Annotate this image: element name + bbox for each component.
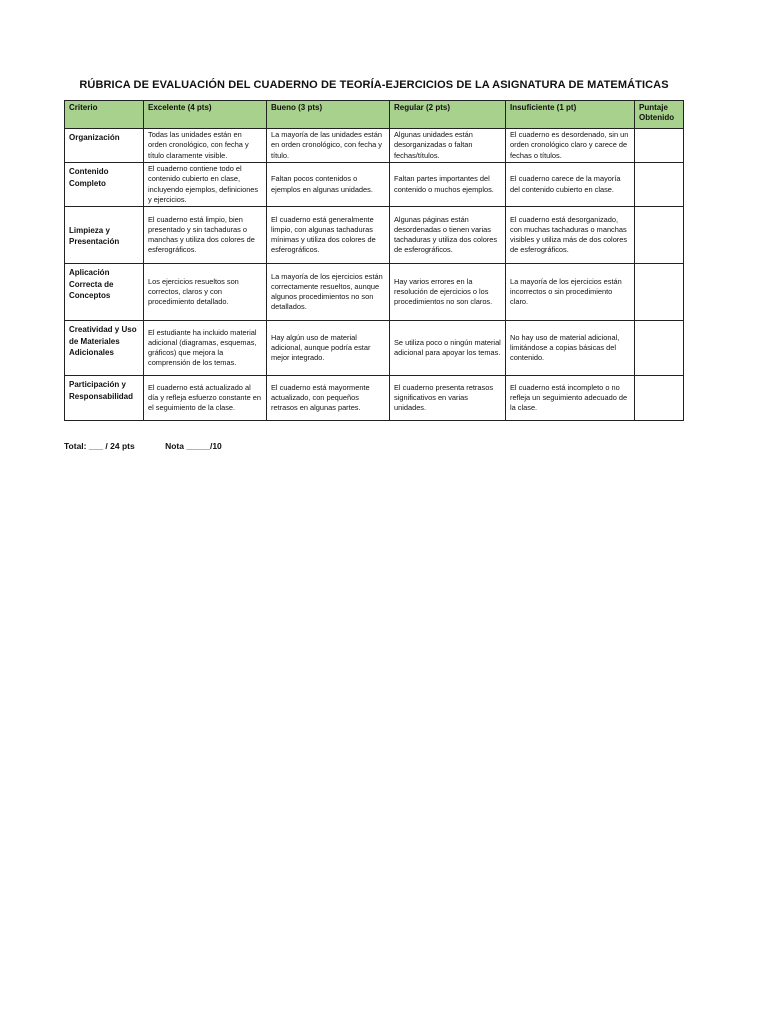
table-row — [65, 321, 684, 376]
insuficiente-cell: El cuaderno está desorganizado, con muchas tachaduras o manchas visibles y utiliza más de dos colores de esferográficos. — [506, 207, 635, 264]
insuficiente-cell: El cuaderno es desordenado, sin un orden cronológico claro y carece de fechas o títulos. — [506, 129, 635, 163]
table-row — [65, 376, 684, 421]
excelente-cell: Todas las unidades están en orden cronológico, con fecha y título claramente visible. — [144, 129, 267, 163]
regular-cell: Se utiliza poco o ningún material adicional para apoyar los temas. — [390, 321, 506, 376]
bueno-cell: La mayoría de las unidades están en orden cronológico, con fecha y título. — [267, 129, 390, 163]
header-criterio: Criterio — [65, 101, 144, 129]
score-cell[interactable] — [635, 321, 684, 376]
score-cell[interactable] — [635, 207, 684, 264]
criterion-cell: Limpieza y Presentación — [65, 207, 144, 264]
excelente-cell: El estudiante ha incluido material adicional (diagramas, esquemas, gráficos) que mejora la comprensión de los temas. — [144, 321, 267, 376]
table-row — [65, 129, 684, 163]
insuficiente-cell: La mayoría de los ejercicios están incorrectos o sin procedimiento claro. — [506, 264, 635, 321]
table-row — [65, 207, 684, 264]
insuficiente-cell: El cuaderno carece de la mayoría del contenido cubierto en clase. — [506, 163, 635, 207]
bueno-cell: Faltan pocos contenidos o ejemplos en algunas unidades. — [267, 163, 390, 207]
regular-cell: Faltan partes importantes del contenido o muchos ejemplos. — [390, 163, 506, 207]
table-row — [65, 264, 684, 321]
criterion-cell: Aplicación Correcta de Conceptos — [65, 264, 144, 321]
bueno-cell: Hay algún uso de material adicional, aunque podría estar mejor integrado. — [267, 321, 390, 376]
bueno-cell: La mayoría de los ejercicios están correctamente resueltos, aunque algunos procedimientos no son detallados. — [267, 264, 390, 321]
nota-field: Nota _____/10 — [165, 441, 222, 451]
excelente-cell: El cuaderno está actualizado al día y refleja esfuerzo constante en el seguimiento de la clase. — [144, 376, 267, 421]
insuficiente-cell: No hay uso de material adicional, limitándose a copias básicas del contenido. — [506, 321, 635, 376]
header-excelente: Excelente (4 pts) — [144, 101, 267, 129]
regular-cell: Algunas unidades están desorganizadas o faltan fechas/títulos. — [390, 129, 506, 163]
score-cell[interactable] — [635, 163, 684, 207]
regular-cell: El cuaderno presenta retrasos significativos en varias unidades. — [390, 376, 506, 421]
table-row — [65, 163, 684, 207]
header-bueno: Bueno (3 pts) — [267, 101, 390, 129]
criterion-cell: Organización — [65, 129, 144, 163]
criterion-cell: Contenido Completo — [65, 163, 144, 207]
score-cell[interactable] — [635, 129, 684, 163]
total-field: Total: ___ / 24 pts — [64, 441, 135, 451]
score-cell[interactable] — [635, 264, 684, 321]
score-cell[interactable] — [635, 376, 684, 421]
header-regular: Regular (2 pts) — [390, 101, 506, 129]
header-puntaje: Puntaje Obtenido — [635, 101, 684, 129]
header-row — [65, 101, 684, 129]
bueno-cell: El cuaderno está generalmente limpio, con algunas tachaduras mínimas y utiliza dos colores de esferográficos. — [267, 207, 390, 264]
bueno-cell: El cuaderno está mayormente actualizado, con pequeños retrasos en algunas partes. — [267, 376, 390, 421]
criterion-cell: Participación y Responsabilidad — [65, 376, 144, 421]
excelente-cell: El cuaderno está limpio, bien presentado y sin tachaduras o manchas y utiliza dos colores de esferográficos. — [144, 207, 267, 264]
page-title: RÚBRICA DE EVALUACIÓN DEL CUADERNO DE TEORÍA-EJERCICIOS DE LA ASIGNATURA DE MATEMÁTICAS — [79, 79, 669, 91]
header-insuficiente: Insuficiente (1 pt) — [506, 101, 635, 129]
insuficiente-cell: El cuaderno está incompleto o no refleja un seguimiento adecuado de la clase. — [506, 376, 635, 421]
regular-cell: Algunas páginas están desordenadas o tienen varias tachaduras y utiliza dos colores de esferográficos. — [390, 207, 506, 264]
excelente-cell: El cuaderno contiene todo el contenido cubierto en clase, incluyendo ejemplos, definiciones y ejercicios. — [144, 163, 267, 207]
excelente-cell: Los ejercicios resueltos son correctos, claros y con procedimiento detallado. — [144, 264, 267, 321]
footer-totals — [64, 441, 250, 451]
criterion-cell: Creatividad y Uso de Materiales Adicionales — [65, 321, 144, 376]
rubric-table — [64, 100, 684, 421]
regular-cell: Hay varios errores en la resolución de ejercicios o los procedimientos no son claros. — [390, 264, 506, 321]
